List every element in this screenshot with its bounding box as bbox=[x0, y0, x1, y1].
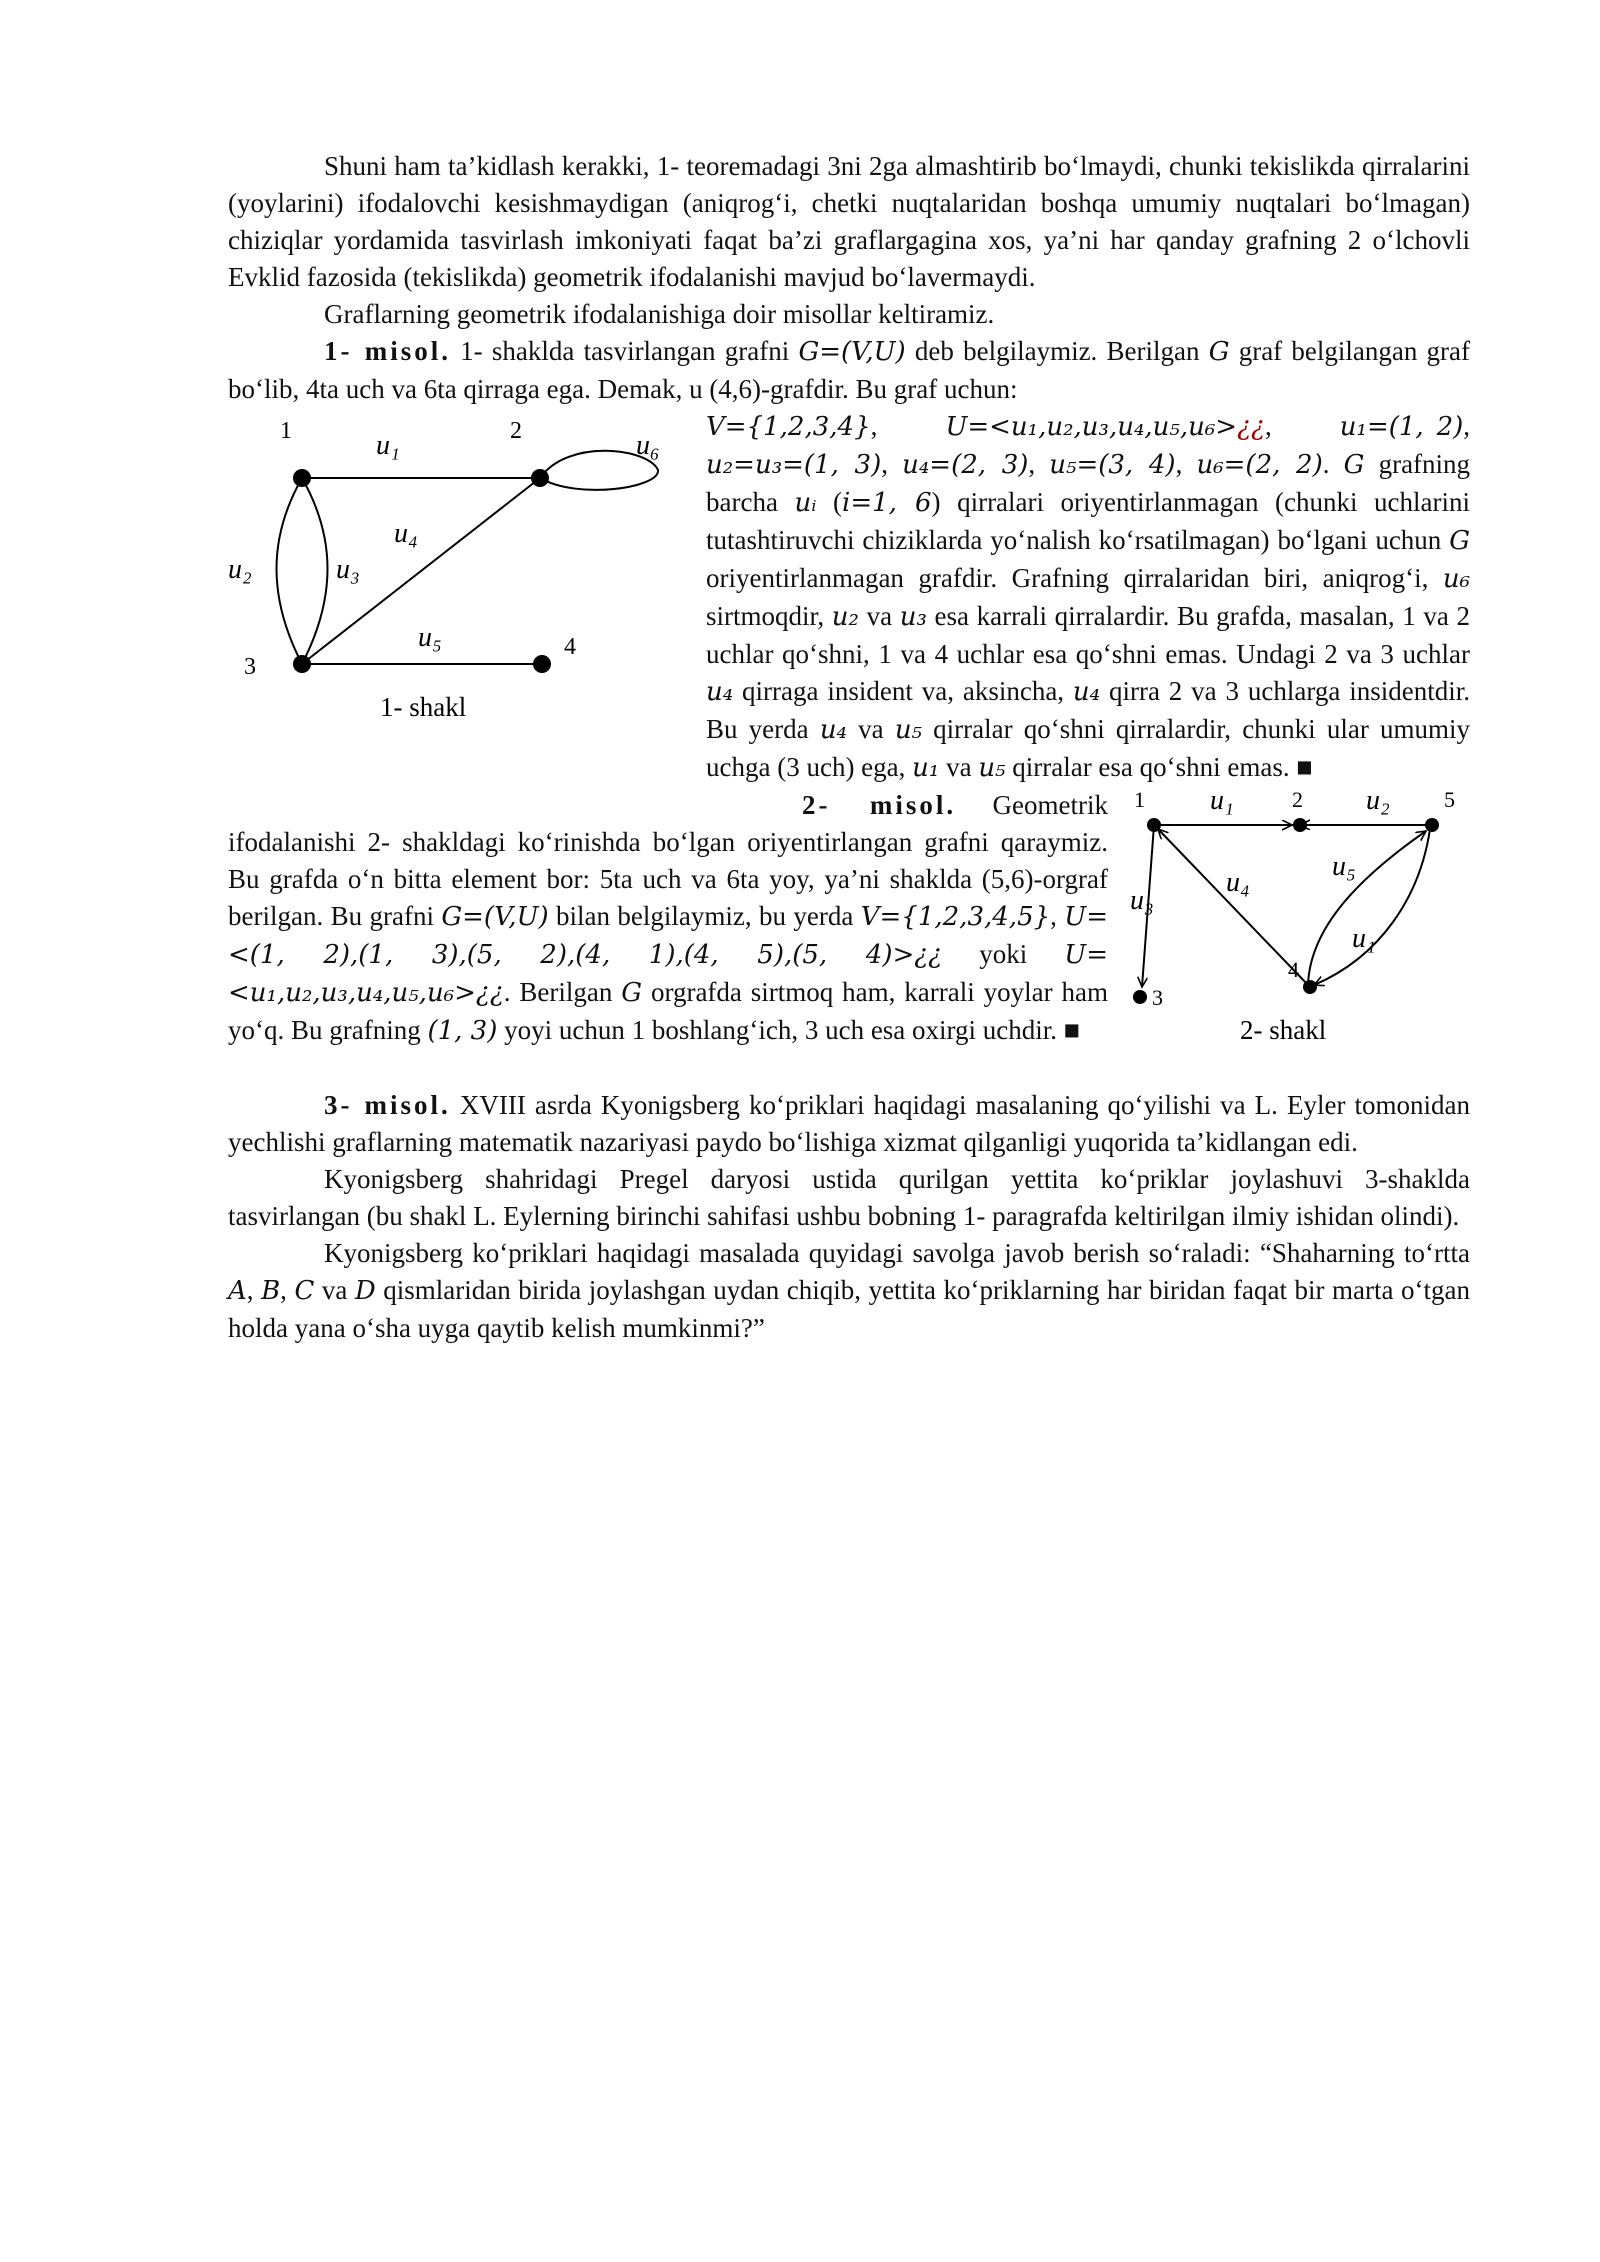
figure-1-caption: 1- shakl bbox=[380, 692, 467, 722]
edge-label-u5: u₅ bbox=[418, 622, 442, 653]
vertex-2 bbox=[1293, 818, 1307, 832]
vertex-label-4: 4 bbox=[564, 634, 576, 660]
arc-label-u5: u₅ bbox=[1332, 851, 1356, 882]
example-1-body: V={1,2,3,4}, U=<u₁,u₂,u₃,u₄,u₅,u₆>¿¿, u₁=(1, 2), u₂=u₃=(1, 3), u₄=(2, 3), u₅=(3, 4), u₆=(2, 2). G grafning barcha uᵢ (i=1, 6) qirralari oriyentirlanmagan (chunki uchlarini tutashtiruvchi chiziklarda yo‘nalish ko‘rsatilmagan) bo‘lgani uchun G oriyentirlanmagan grafdir. Grafning qirralaridan biri, aniqrog‘i, u₆ sirtmoqdir, u₂ va u₃ esa karrali qirralardir. Bu grafda, masalan, 1 va 2 uchlar qo‘shni, 1 va 4 uchlar esa qo‘shni emas. Undagi 2 va 3 uchlar u₄ qirraga insident va, aksincha, u₄ qirra 2 va 3 uchlarga insidentdir. Bu yerda u₄ va u₅ qirralar qo‘shni qirralardir, chunki ular umumiy uchga (3 uch) ega, u₁ va u₅ qirralar esa qo‘shni emas. ■ bbox=[706, 411, 1471, 783]
edge-label-u2: u₂ bbox=[228, 554, 252, 585]
example-2: 2- misol. Geometrik ifodalanishi 2- shakldagi ko‘rinishda bo‘lgan oriyentirlangan grafni qaraymiz. Bu grafda o‘n bitta element bor: 5ta uch va 6ta yoy, ya’ni shaklda (5,6)-orgraf berilgan. Bu grafni G=(V,U) bilan belgilaymiz, bu yerda V={1,2,3,4,5}, U=<(1, 2),(1, 3),(5, 2),(4, 1),(4, 5),(5, 4)>¿¿ yoki U=<u₁,u₂,u₃,u₄,u₅,u₆>¿¿. Berilgan G orgrafda sirtmoq ham, karrali yoylar ham yo‘q. Bu grafning (1, 3) yoyi uchun 1 boshlang‘ich, 3 uch esa oxirgi uchdir. ■ bbox=[228, 790, 1108, 1046]
figure-2 bbox=[1130, 787, 1470, 1087]
paragraph-7: Kyonigsberg ko‘priklari haqidagi masalada quyidagi savolga javob berish so‘raladi: “Shaharning to‘rtta A, B, C va D qismlaridan birida joylashgan uydan chiqib, yettita ko‘priklarning har biridan faqat bir marta o‘tgan holda yana o‘sha uyga qaytib kelish mumkinmi?” bbox=[228, 1238, 1471, 1343]
example-2-label: 2- misol. bbox=[802, 790, 957, 820]
example-3: 3- misol. XVIII asrda Kyonigsberg ko‘priklari haqidagi masalaning qo‘yilishi va L. Eyler tomonidan yechlishi graflarning matematik nazariyasi paydo bo‘lishiga xizmat qilganligi yuqorida ta’kidlangan edi. bbox=[228, 1090, 1470, 1157]
vertex-label-1: 1 bbox=[280, 418, 292, 444]
formula-g-def: G=(V,U) bbox=[798, 337, 906, 367]
arc-label-u2: u₂ bbox=[1366, 787, 1390, 816]
vertex-3 bbox=[1133, 990, 1147, 1004]
figure-2-graph bbox=[1130, 787, 1470, 1087]
vertex-1 bbox=[1147, 818, 1161, 832]
arc-label-u3: u₃ bbox=[1130, 885, 1154, 916]
vertex-label-4: 4 bbox=[1288, 957, 1299, 982]
document-page bbox=[228, 148, 1470, 1347]
vertex-1 bbox=[293, 469, 311, 487]
paragraph-1: Shuni ham ta’kidlash kerakki, 1- teoremadagi 3ni 2ga almashtirib bo‘lmaydi, chunki tekislikda qirralarini (yoylarini) ifodalovchi kesishmaydigan (aniqrog‘i, chetki nuqtalaridan boshqa umumiy nuqtalari bo‘lmagan) chiziqlar yordamida tasvirlash imkoniyati faqat ba’zi graflargagina xos, ya’ni har qanday grafning 2 o‘lchovli Evklid fazosida (tekislikda) geometrik ifodalanishi mavjud bo‘lavermaydi. bbox=[228, 151, 1470, 292]
paragraph-2: Graflarning geometrik ifodalanishiga doir misollar keltiramiz. bbox=[324, 299, 995, 329]
vertex-label-5: 5 bbox=[1444, 787, 1455, 812]
edge-u2 bbox=[277, 478, 303, 664]
vertex-3 bbox=[293, 655, 311, 673]
paragraph-6: Kyonigsberg shahridagi Pregel daryosi ustida qurilgan yettita ko‘priklar joylashuvi 3-shaklda tasvirlangan (bu shakl L. Eylerning birinchi sahifasi ushbu bobning 1- paragrafda keltirilgan ilmiy ishidan olindi). bbox=[228, 1164, 1470, 1231]
arc-label-u1-top: u₁ bbox=[1210, 787, 1234, 816]
figure-1 bbox=[228, 408, 688, 798]
vertex-label-3: 3 bbox=[1152, 985, 1163, 1010]
edge-label-u6: u₆ bbox=[636, 430, 660, 461]
arc-label-u1: u₁ bbox=[1352, 923, 1376, 954]
arc-4-5 bbox=[1308, 831, 1426, 985]
arc-4-1 bbox=[1158, 829, 1308, 985]
vertex-label-1: 1 bbox=[1134, 787, 1145, 812]
figure-2-caption: 2- shakl bbox=[1240, 1015, 1327, 1045]
vertex-label-3: 3 bbox=[244, 654, 256, 680]
vertex-4 bbox=[533, 655, 551, 673]
example-1-intro: 1- misol. 1- shaklda tasvirlangan grafni G=(V,U) deb belgilaymiz. Berilgan G graf belgilangan graf bo‘lib, 4ta uch va 6ta qirraga ega. Demak, u (4,6)-grafdir. Bu graf uchun: bbox=[228, 336, 1471, 404]
vertex-label-2: 2 bbox=[1292, 787, 1303, 812]
edge-label-u4: u₄ bbox=[394, 518, 418, 549]
arc-label-u4: u₄ bbox=[1226, 867, 1250, 898]
edge-u3 bbox=[302, 478, 328, 664]
example-1-label: 1- misol. bbox=[324, 336, 451, 366]
vertex-label-2: 2 bbox=[510, 418, 522, 444]
figure-1-graph bbox=[228, 408, 688, 798]
vertex-4 bbox=[1303, 980, 1317, 994]
edge-label-u3: u₃ bbox=[336, 554, 360, 585]
edge-label-u1: u₁ bbox=[376, 430, 400, 461]
example-3-label: 3- misol. bbox=[324, 1090, 451, 1120]
vertex-2 bbox=[531, 469, 549, 487]
vertex-5 bbox=[1425, 818, 1439, 832]
